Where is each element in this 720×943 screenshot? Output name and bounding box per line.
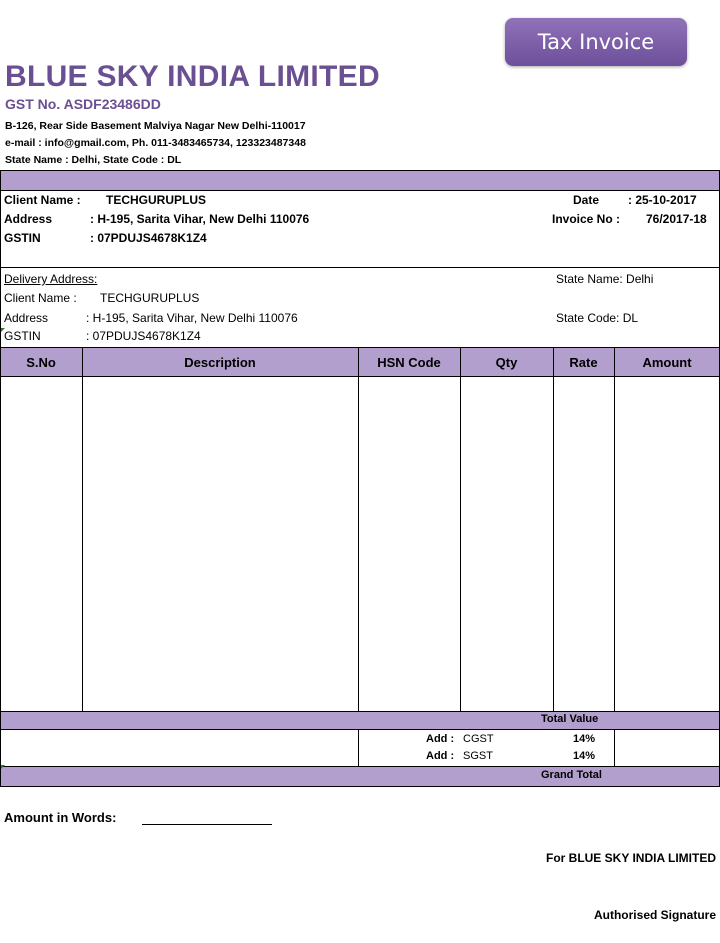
date-label: Date — [573, 193, 600, 207]
delivery-address: : H-195, Sarita Vihar, New Delhi 110076 — [86, 311, 298, 325]
tax-invoice-badge: Tax Invoice — [505, 18, 687, 66]
divider — [0, 267, 720, 268]
frame-left — [0, 170, 1, 787]
sgst-add-label: Add : — [426, 750, 455, 762]
client-name: TECHGURUPLUS — [106, 193, 207, 207]
company-name: BLUE SKY INDIA LIMITED — [5, 60, 380, 93]
column-divider — [82, 347, 83, 711]
column-divider — [358, 729, 359, 766]
divider — [0, 766, 720, 767]
delivery-client-name: TECHGURUPLUS — [100, 291, 200, 305]
total-value-label: Total Value — [541, 713, 599, 725]
sgst-rate: 14% — [573, 750, 596, 762]
delivery-name-label: Client Name : — [4, 291, 77, 305]
company-state: State Name : Delhi, State Code : DL — [5, 154, 182, 166]
divider — [0, 190, 720, 191]
divider — [0, 786, 720, 787]
company-gst-number: GST No. ASDF23486DD — [5, 96, 161, 112]
column-divider — [614, 347, 615, 711]
cgst-add-label: Add : — [426, 733, 455, 745]
cgst-rate: 14% — [573, 733, 596, 745]
column-header-amount: Amount — [642, 354, 692, 370]
delivery-state-code: State Code: DL — [556, 311, 639, 325]
client-gstin-label: GSTIN — [4, 231, 41, 245]
client-address: : H-195, Sarita Vihar, New Delhi 110076 — [90, 212, 310, 226]
for-company-label: For BLUE SKY INDIA LIMITED — [545, 851, 716, 865]
client-gstin: : 07PDUJS4678K1Z4 — [90, 231, 207, 245]
company-contact: e-mail : info@gmail.com, Ph. 011-3483465734, 123323487348 — [5, 137, 306, 149]
line-items-area[interactable] — [0, 377, 720, 711]
sgst-label: SGST — [463, 750, 493, 762]
delivery-gstin: : 07PDUJS4678K1Z4 — [86, 329, 201, 343]
delivery-heading: Delivery Address: — [4, 272, 98, 286]
delivery-address-label: Address — [4, 311, 49, 325]
grand-total-band — [0, 766, 720, 786]
client-address-label: Address — [4, 212, 53, 226]
invoice-number: 76/2017-18 — [646, 212, 707, 226]
column-divider — [553, 347, 554, 711]
column-header-hsn-code: HSN Code — [377, 354, 441, 370]
column-divider — [460, 347, 461, 711]
divider — [0, 729, 720, 730]
column-header-description: Description — [184, 354, 256, 370]
header-band — [0, 170, 720, 190]
invoice-date: : 25-10-2017 — [628, 193, 697, 207]
invoice-no-label: Invoice No : — [552, 212, 621, 226]
divider — [0, 711, 720, 712]
divider — [0, 170, 720, 171]
grand-total-label: Grand Total — [541, 769, 602, 781]
authorised-signature: Authorised Signature — [593, 908, 716, 922]
amount-in-words-label: Amount in Words: — [4, 810, 117, 825]
column-divider — [358, 347, 359, 711]
company-address: B-126, Rear Side Basement Malviya Nagar New Delhi-110017 — [5, 120, 306, 132]
column-divider — [614, 729, 615, 766]
total-value-band — [0, 711, 720, 729]
column-header-sno: S.No — [26, 354, 56, 370]
column-header-qty: Qty — [495, 354, 518, 370]
delivery-state-name: State Name: Delhi — [556, 272, 654, 286]
delivery-gstin-label: GSTIN — [4, 329, 41, 343]
client-name-label: Client Name : — [4, 193, 81, 207]
column-header-rate: Rate — [569, 354, 598, 370]
cgst-label: CGST — [463, 733, 494, 745]
amount-in-words-field[interactable] — [142, 824, 272, 825]
